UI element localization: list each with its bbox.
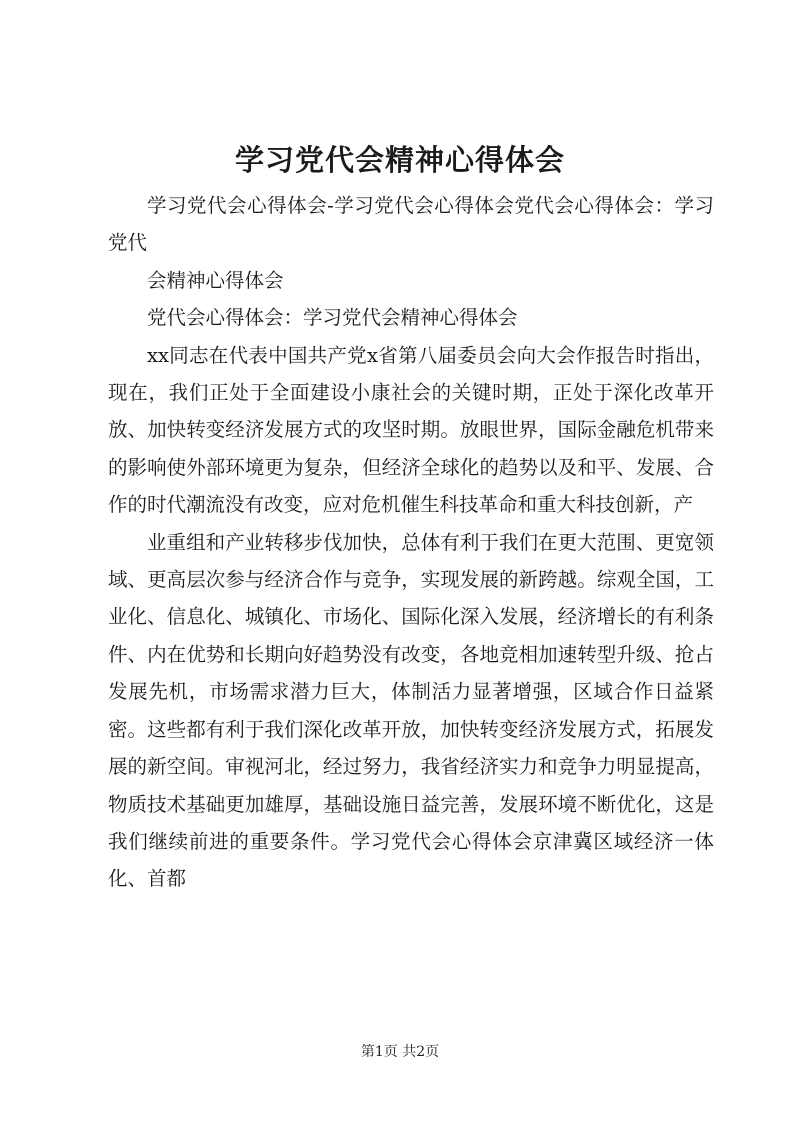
page-footer: 第1页 共2页 [360, 1044, 440, 1060]
paragraph-5: 业重组和产业转移步伐加快，总体有利于我们在更大范围、更宽领域、更高层次参与经济合作与竞争，实现发展的新跨越。综观全国，工业化、信息化、城镇化、市场化、国际化深入发展，经济增长的有利条件、内在优势和长期向好趋势没有改变，各地竞相加速转型升级、抢占发展先机，市场需求潜力巨大，体制活力显著增强，区域合作日益紧密。这些都有利于我们深化改革开放，加快转变经济发展方式，拓展发展的新空间。审视河北，经过努力，我省经济实力和竞争力明显提高，物质技术基础更加雄厚，基础设施日益完善，发展环境不断优化，这是我们继续前进的重要条件。学习党代会心得体会京津冀区域经济一体化、首都 [108, 530, 714, 891]
paragraph-1: 学习党代会心得体会-学习党代会心得体会党代会心得体会：学习党代 [108, 194, 714, 255]
document-body [108, 187, 714, 898]
document-title: 学习党代会精神心得体会 [234, 143, 565, 177]
paragraph-3: 党代会心得体会：学习党代会精神心得体会 [147, 306, 518, 330]
paragraph-4: xx同志在代表中国共产党x省第八届委员会向大会作报告时指出，现在，我们正处于全面建设小康社会的关键时期，正处于深化改革开放、加快转变经济发展方式的攻坚时期。放眼世界，国际金融危机带来的影响使外部环境更为复杂，但经济全球化的趋势以及和平、发展、合作的时代潮流没有改变，应对危机催生科技革命和重大科技创新，产 [108, 343, 714, 517]
paragraph-2: 会精神心得体会 [147, 268, 284, 292]
